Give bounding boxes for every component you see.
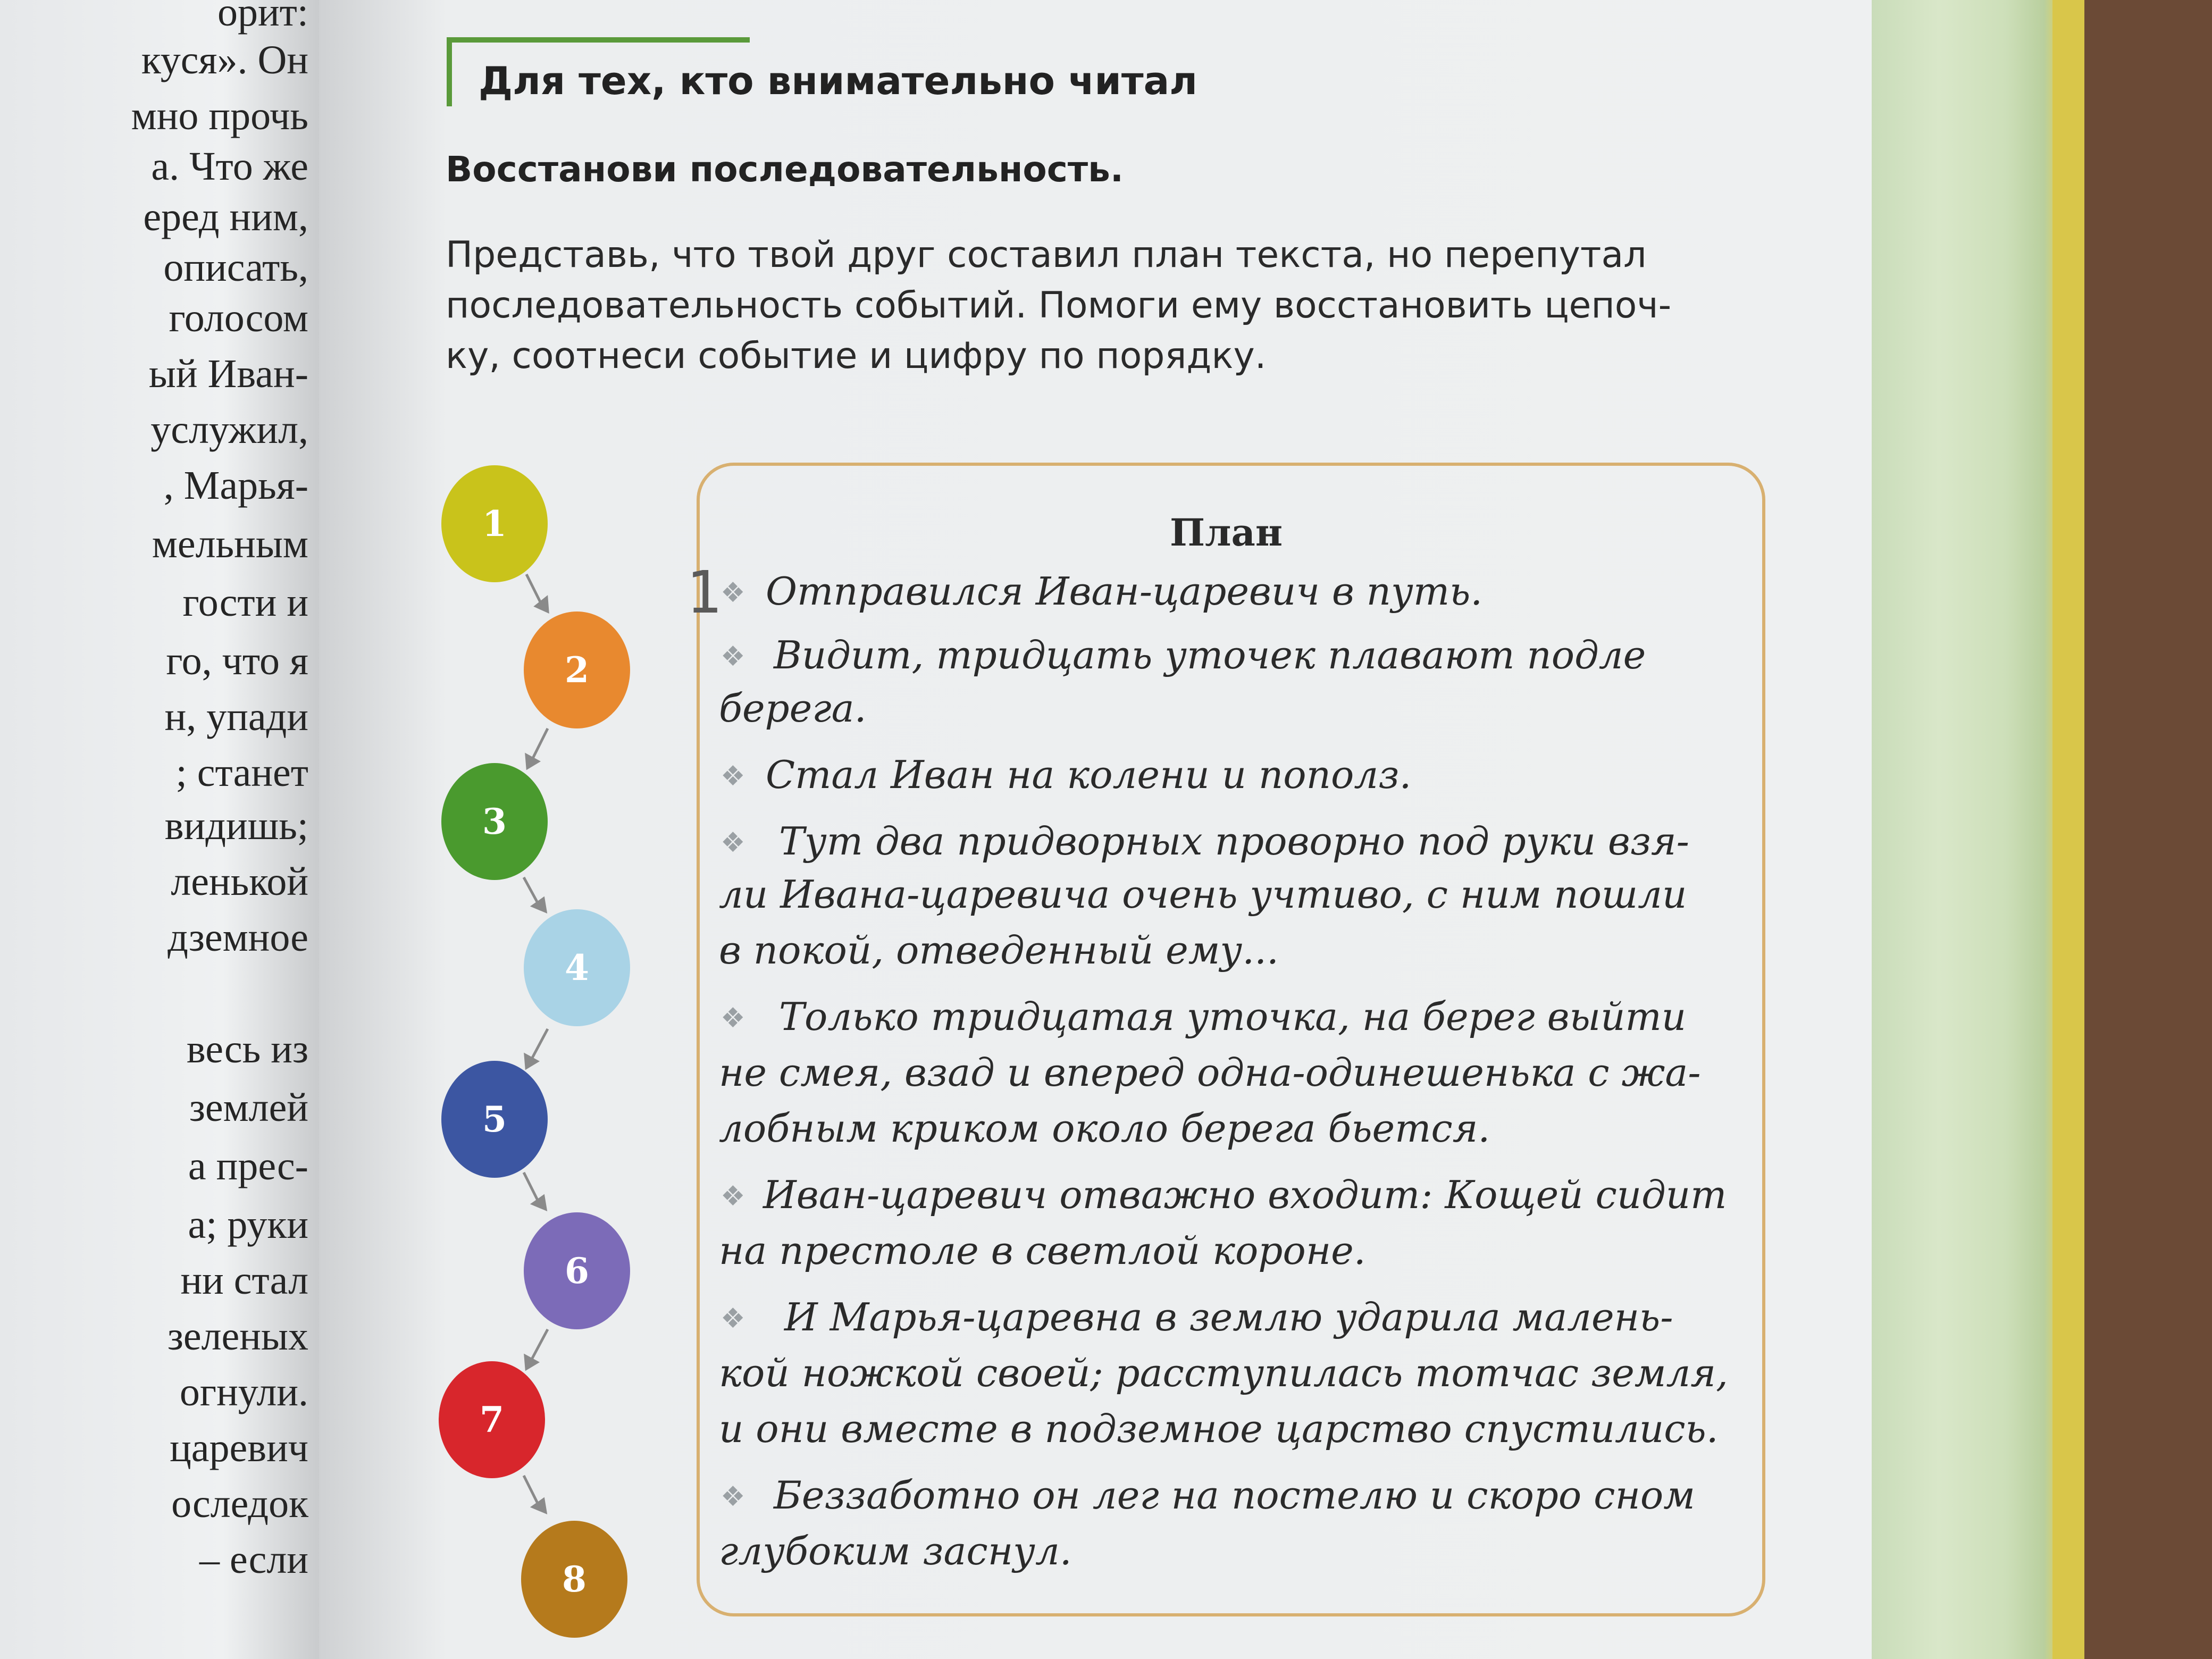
task-text-line: Представь, что твой друг составил план текста, но перепутал — [446, 234, 1647, 276]
number-circle — [524, 909, 630, 1026]
number-label: 1 — [482, 503, 507, 544]
left-text-line: – если — [199, 1537, 308, 1582]
left-text-line: дземное — [167, 915, 308, 960]
plan-title: План — [1170, 510, 1283, 555]
left-text-line: ый Иван- — [148, 351, 308, 396]
number-circle — [441, 763, 548, 880]
plan-item-line: Тут два придворных проворно под руки взя- — [779, 819, 1690, 864]
number-circle — [524, 611, 630, 728]
left-text-line: ленькой — [171, 859, 308, 904]
plan-item-line: Отправился Иван-царевич в путь. — [766, 569, 1483, 614]
bullet-icon: ❖ — [720, 1303, 745, 1335]
left-text-line: мельным — [152, 522, 308, 566]
handwritten-mark: 1 — [686, 558, 722, 626]
bullet-icon: ❖ — [720, 1180, 745, 1212]
left-text-line: услужил, — [150, 407, 308, 452]
plan-item-line: Стал Иван на колени и пополз. — [766, 752, 1412, 797]
bullet-icon: ❖ — [720, 827, 745, 859]
number-circle — [521, 1521, 627, 1638]
left-text-line: а; руки — [188, 1202, 308, 1247]
left-text-line: го, что я — [166, 639, 308, 683]
plan-item-line: и они вместе в подземное царство спустились. — [719, 1406, 1719, 1451]
bullet-icon: ❖ — [720, 577, 745, 609]
plan-item-line: Беззаботно он лег на постелю и скоро сном — [774, 1473, 1695, 1518]
number-label: 5 — [482, 1099, 507, 1140]
number-label: 8 — [562, 1559, 586, 1600]
number-circle — [441, 1061, 548, 1178]
bullet-icon: ❖ — [720, 1002, 745, 1034]
number-circle — [439, 1361, 545, 1478]
left-text-line: ни стал — [180, 1258, 308, 1303]
number-label: 7 — [480, 1399, 504, 1440]
number-label: 3 — [482, 801, 507, 842]
left-text-line: а. Что же — [151, 144, 308, 189]
plan-item-line: кой ножкой своей; расступилась тотчас земля, — [719, 1351, 1728, 1395]
left-text-line: царевич — [170, 1426, 308, 1470]
left-text-line: зеленых — [167, 1314, 308, 1359]
left-text-line: орит: — [217, 0, 308, 35]
left-text-line: описать, — [163, 245, 308, 290]
chain-arrow-head — [533, 1196, 546, 1209]
plan-item-line: ли Ивана-царевича очень учтиво, с ним пошли — [719, 872, 1687, 917]
chain-arrow — [531, 1029, 548, 1061]
plan-item-line: лобным криком около берега бьется. — [719, 1106, 1490, 1151]
plan-item-line: глубоким заснул. — [719, 1529, 1072, 1573]
left-text-line: н, упади — [164, 694, 308, 739]
task-text-line: ку, соотнеси событие и цифру по порядку. — [446, 335, 1267, 377]
left-text-line: голосом — [169, 296, 308, 340]
left-text-line: оследок — [171, 1481, 308, 1526]
task-text-line: последовательность событий. Помоги ему восстановить цепоч- — [446, 284, 1672, 326]
chain-arrow — [532, 728, 548, 760]
chain-arrow-head — [525, 1055, 537, 1068]
plan-item-line: Видит, тридцать уточек плавают подле — [774, 633, 1646, 677]
bullet-icon: ❖ — [720, 1481, 745, 1513]
left-text-line: огнули. — [179, 1370, 308, 1414]
left-text-line: , Марья- — [163, 463, 308, 508]
left-text-line: еред ним, — [143, 195, 308, 239]
plan-item-line: не смея, взад и вперед одна-одинешенька с жа- — [719, 1050, 1701, 1095]
plan-item-line: И Марья-царевна в землю ударила малень- — [784, 1295, 1673, 1339]
left-text-line: куся». Он — [141, 38, 308, 82]
number-circle — [524, 1212, 630, 1329]
plan-item-line: на престоле в светлой короне. — [719, 1228, 1366, 1273]
chain-arrow-head — [533, 1499, 546, 1512]
chain-arrow-head — [526, 755, 538, 768]
left-text-line: весь из — [186, 1027, 308, 1071]
left-text-line: ; станет — [175, 750, 308, 795]
chain-arrow-head — [533, 899, 546, 911]
bullet-icon: ❖ — [720, 760, 745, 792]
left-text-line: мно прочь — [131, 94, 308, 138]
left-text-line: видишь; — [164, 803, 308, 848]
plan-item-line: Только тридцатая уточка, на берег выйти — [779, 994, 1687, 1039]
number-circle — [441, 465, 548, 582]
number-label: 2 — [565, 649, 589, 691]
left-text-line: а прес- — [188, 1144, 308, 1188]
bullet-icon: ❖ — [720, 641, 745, 673]
plan-item-line: Иван-царевич отважно входит: Кощей сидит — [763, 1172, 1727, 1217]
left-text-line: землей — [189, 1085, 308, 1130]
section-title: Для тех, кто внимательно читал — [479, 58, 1197, 103]
plan-item-line: в покой, отведенный ему... — [719, 928, 1279, 973]
left-text-line: гости и — [182, 580, 308, 625]
number-label: 4 — [565, 947, 589, 988]
task-title: Восстанови последовательность. — [446, 149, 1124, 190]
plan-item-line: берега. — [719, 686, 867, 731]
chain-arrow — [531, 1329, 548, 1361]
chain-arrow-head — [525, 1356, 537, 1369]
number-label: 6 — [565, 1250, 589, 1292]
